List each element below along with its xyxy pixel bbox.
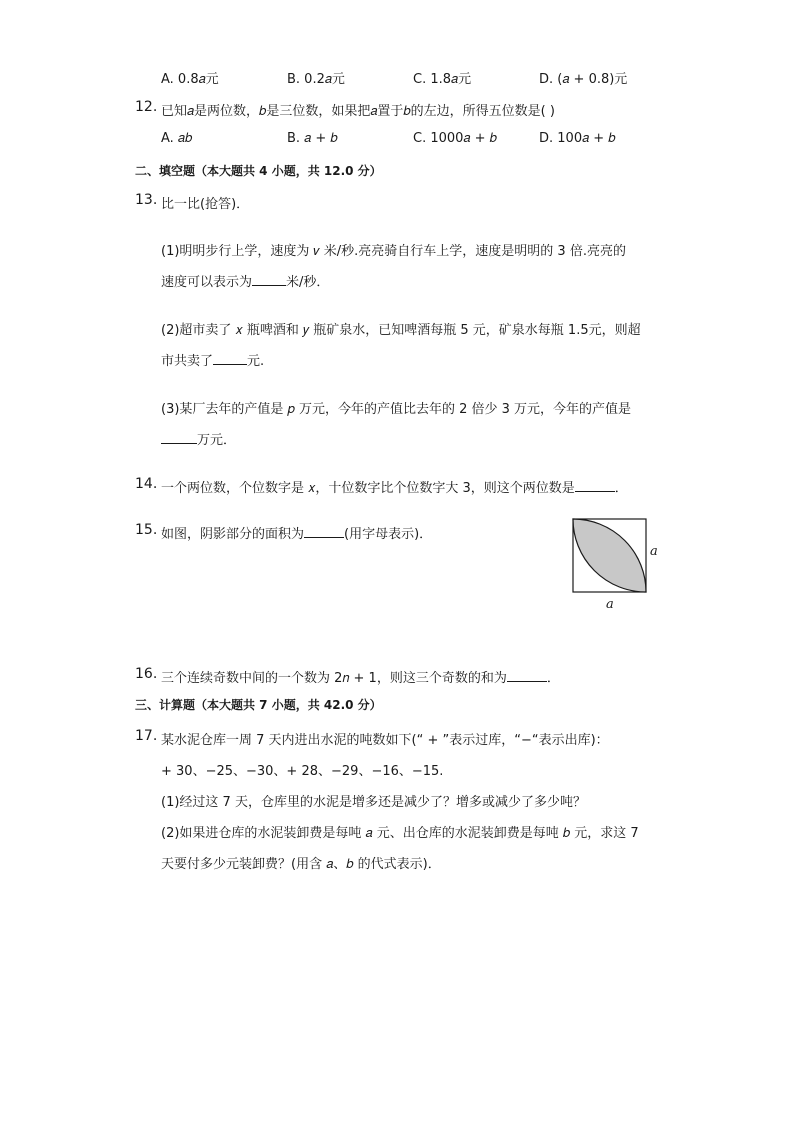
q17-part1: (1)经过这 7 天，仓库里的水泥是增多还是减少了？增多或减少了多少吨？ (161, 795, 586, 810)
section-fill-in-title: 二、填空题（本大题共 4 小题，共 12.0 分） (135, 164, 382, 178)
q11-option-b[interactable]: B. 0.2𝑎元 (287, 72, 345, 87)
q15-post: (用字母表示)． (344, 527, 433, 542)
q14-post: ． (614, 481, 628, 496)
q17-data: + 30、−25、−30、+ 28、−29、−16、−15. (161, 764, 444, 779)
q12-option-c[interactable]: C. 1000𝑎 + 𝑏 (413, 131, 497, 146)
q13-part3-line2 (161, 429, 236, 448)
q15-number: 15. (135, 522, 158, 538)
q12-number: 12. (135, 99, 158, 115)
q14-pre: 一个两位数，个位数字是 𝑥，十位数字比个位数字大 3，则这个两位数是 (161, 481, 575, 496)
q13-part3-blank[interactable] (161, 431, 197, 444)
q13-stem: 比一比(抢答)． (161, 197, 250, 212)
q14-stem (161, 477, 628, 496)
q13-part2-post: 元. (247, 354, 265, 369)
q16-stem (161, 667, 560, 686)
q15-stem (161, 523, 432, 542)
q13-part3-line1: (3)某厂去年的产值是 𝑝 万元，今年的产值比去年的 2 倍少 3 万元，今年的产值是 (161, 402, 632, 417)
q13-number: 13. (135, 192, 158, 208)
q14-number: 14. (135, 476, 158, 492)
q13-part1-line2 (161, 271, 329, 290)
q13-part2-blank[interactable] (213, 352, 247, 365)
q13-part1-line1: (1)明明步行上学，速度为 𝑣 米/秒.亮亮骑自行车上学，速度是明明的 3 倍.亮亮的 (161, 244, 626, 259)
q11-option-d[interactable]: D. (𝑎 + 0.8)元 (539, 72, 628, 87)
section-calc-title: 三、计算题（本大题共 7 小题，共 42.0 分） (135, 698, 382, 712)
q16-blank[interactable] (507, 669, 547, 682)
q13-part1-pre: 速度可以表示为 (161, 275, 253, 290)
q12-stem: 已知𝑎是两位数，𝑏是三位数，如果把𝑎置于𝑏的左边，所得五位数是( ) (161, 104, 555, 119)
q11-option-a[interactable]: A. 0.8𝑎元 (161, 72, 219, 87)
q15-figure (568, 514, 668, 614)
q17-part2-line2: 天要付多少元装卸费？(用含 𝑎、𝑏 的代式表示)． (161, 857, 441, 872)
q17-stem: 某水泥仓库一周 7 天内进出水泥的吨数如下(“ + ”表示过库，“−“表示出库)： (161, 733, 609, 748)
q13-part3-post: 万元． (197, 433, 237, 448)
q15-blank[interactable] (304, 525, 344, 538)
q16-post: ． (546, 671, 560, 686)
q16-pre: 三个连续奇数中间的一个数为 2𝑛 + 1，则这三个奇数的和为 (161, 671, 507, 686)
q14-blank[interactable] (575, 479, 615, 492)
q11-option-c[interactable]: C. 1.8𝑎元 (413, 72, 472, 87)
q15-side-label: a (650, 544, 658, 559)
q16-number: 16. (135, 666, 158, 682)
q12-option-d[interactable]: D. 100𝑎 + 𝑏 (539, 131, 616, 146)
q12-option-b[interactable]: B. 𝑎 + 𝑏 (287, 131, 338, 146)
q17-number: 17. (135, 728, 158, 744)
q12-option-a[interactable]: A. 𝑎𝑏 (161, 131, 193, 146)
q15-bottom-label: a (606, 597, 614, 612)
q17-part2-line1: (2)如果进仓库的水泥装卸费是每吨 𝑎 元、出仓库的水泥装卸费是每吨 𝑏 元，求这 7 (161, 826, 639, 841)
q13-part1-blank[interactable] (252, 273, 286, 286)
q13-part2-pre: 市共卖了 (161, 354, 214, 369)
q15-pre: 如图，阴影部分的面积为 (161, 527, 305, 542)
q13-part2-line2 (161, 350, 264, 369)
q13-part2-line1: (2)超市卖了 𝑥 瓶啤酒和 𝑦 瓶矿泉水，已知啤酒每瓶 5 元，矿泉水每瓶 1.5元，则超 (161, 323, 641, 338)
q13-part1-post: 米/秒． (286, 275, 330, 290)
